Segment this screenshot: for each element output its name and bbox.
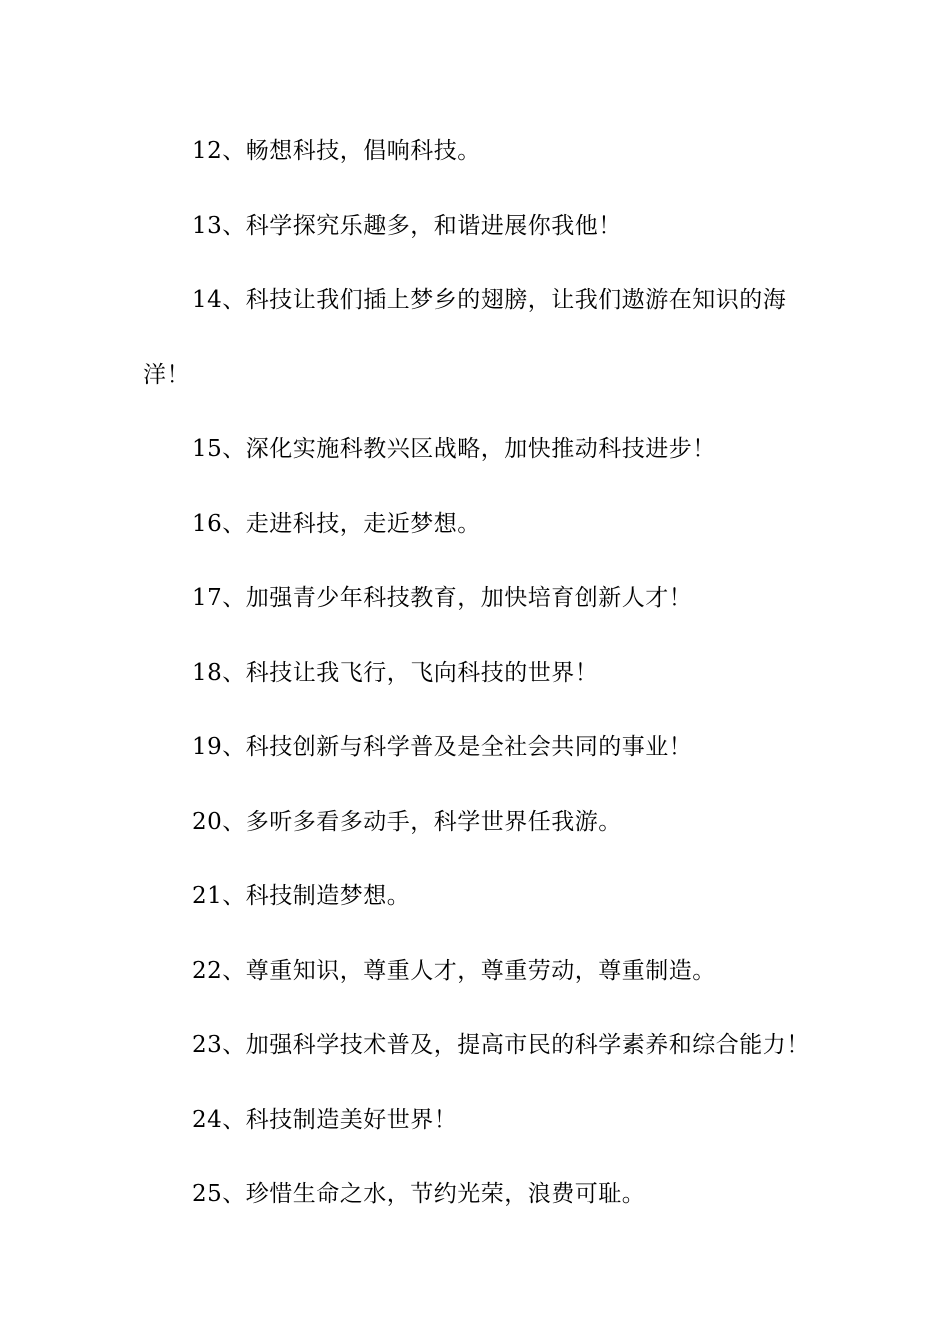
slogan-line-12: 12、畅想科技，倡响科技。 [192,138,481,164]
slogan-line-13: 13、科学探究乐趣多，和谐进展你我他！ [192,213,622,239]
slogan-line-14-continued: 洋！ [143,362,190,388]
slogan-line-17: 17、加强青少年科技教育，加快培育创新人才！ [192,585,693,611]
slogan-line-21: 21、科技制造梦想。 [192,883,411,909]
slogan-line-22: 22、尊重知识，尊重人才，尊重劳动，尊重制造。 [192,958,716,984]
slogan-line-16: 16、走进科技，走近梦想。 [192,511,481,537]
slogan-line-24: 24、科技制造美好世界！ [192,1107,458,1133]
slogan-line-15: 15、深化实施科教兴区战略，加快推动科技进步！ [192,436,716,462]
slogan-line-23: 23、加强科学技术普及，提高市民的科学素养和综合能力！ [192,1032,810,1058]
slogan-line-19: 19、科技创新与科学普及是全社会共同的事业！ [192,734,693,760]
slogan-line-25: 25、珍惜生命之水，节约光荣，浪费可耻。 [192,1181,646,1207]
slogan-line-14: 14、科技让我们插上梦乡的翅膀，让我们遨游在知识的海 [192,287,787,313]
slogan-line-18: 18、科技让我飞行，飞向科技的世界！ [192,660,599,686]
slogan-line-20: 20、多听多看多动手，科学世界任我游。 [192,809,622,835]
